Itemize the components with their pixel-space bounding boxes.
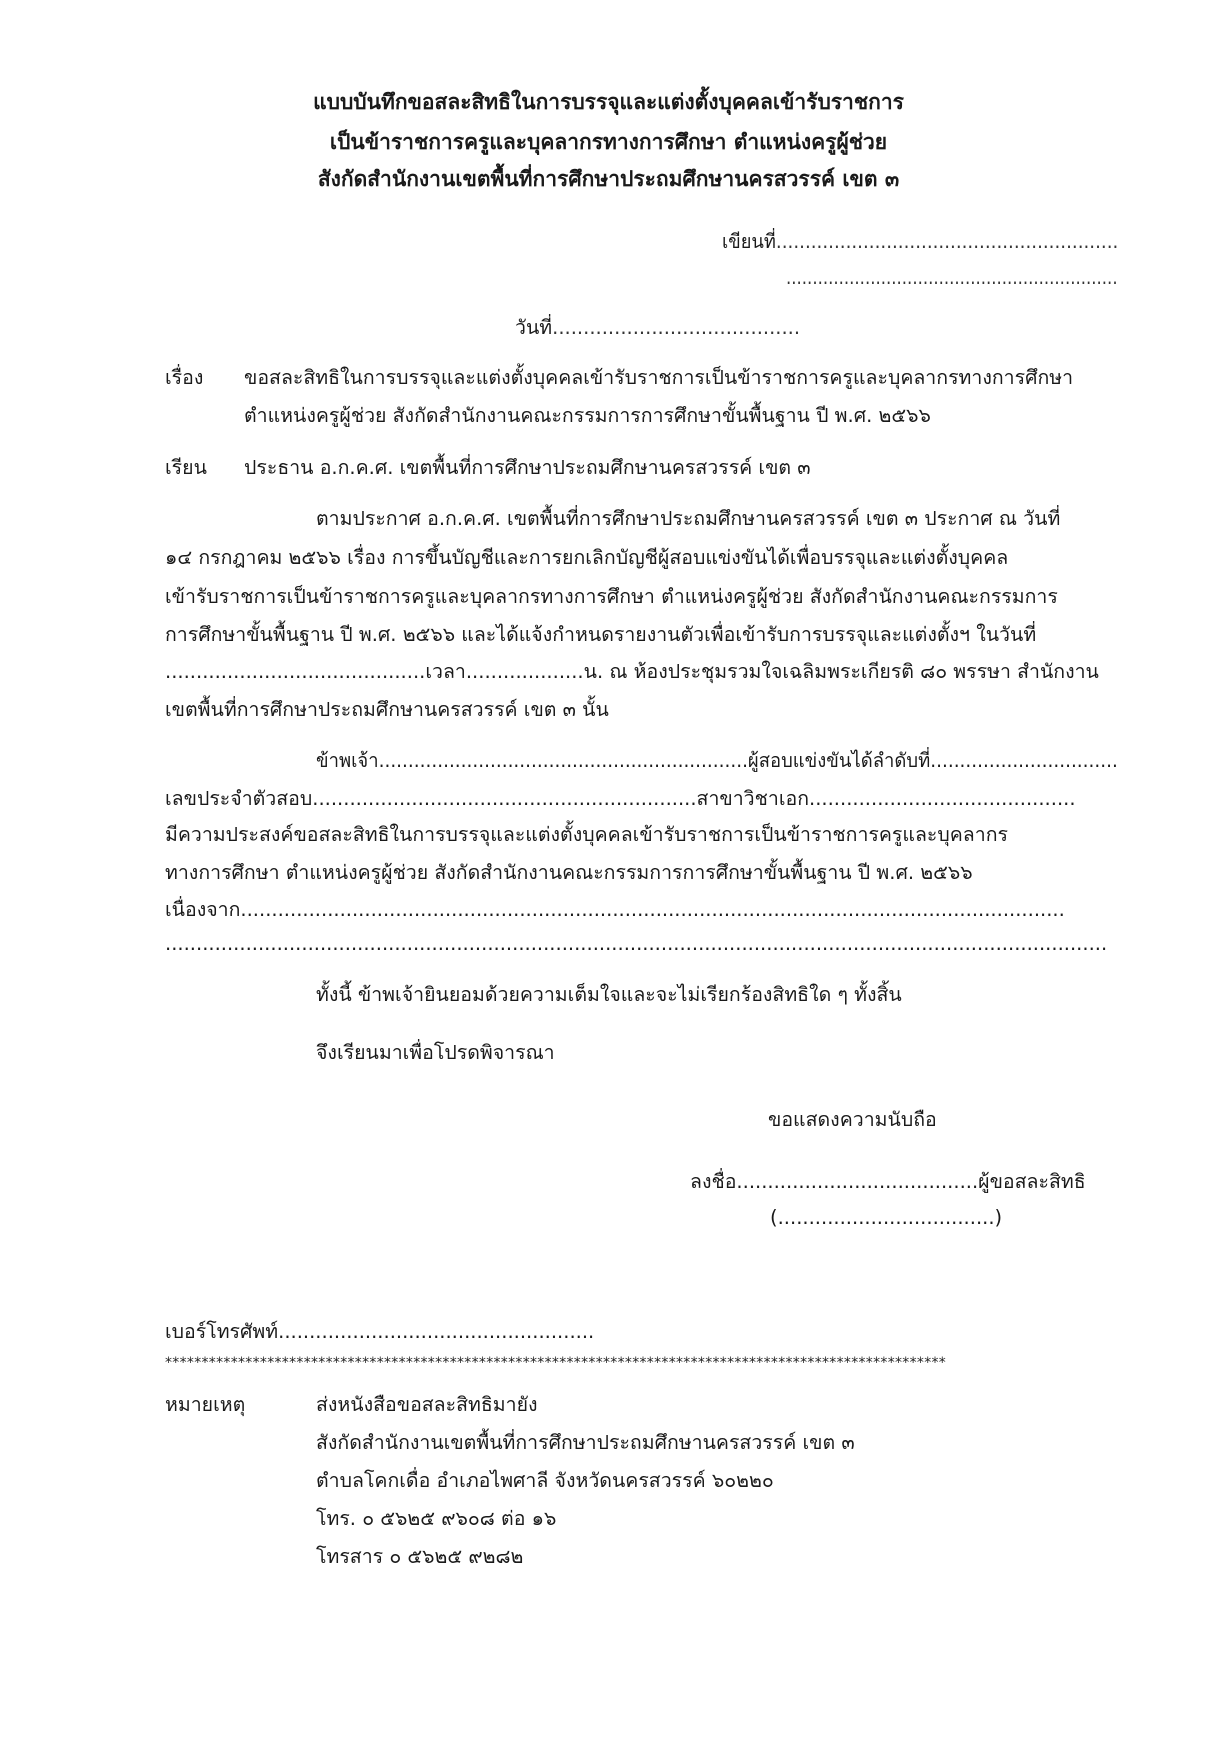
note-label: หมายเหตุ (165, 1393, 246, 1416)
para2-line-6: ........................................................................................................................................................ (165, 932, 1108, 955)
consent-text: ทั้งนี้ ข้าพเจ้ายินยอมด้วยความเต็มใจและจะไม่เรียกร้องสิทธิใด ๆ ทั้งสิ้น (316, 983, 902, 1006)
separator-stars: *********************************************************************************************************** (165, 1355, 947, 1371)
para2-line-2: เลขประจำตัวสอบ..............................................................สาขาวิชาเอก........................................... (165, 787, 1076, 810)
address-blank: ............................................................... (786, 266, 1118, 289)
subject-label: เรื่อง (165, 366, 204, 389)
written-at-blank: ........................................................... (775, 230, 1119, 253)
title-line-2: เป็นข้าราชการครูและบุคลากรทางการศึกษา ตำแหน่งครูผู้ช่วย (329, 130, 888, 154)
para1-line-3: เข้ารับราชการเป็นข้าราชการครูและบุคลากรทางการศึกษา ตำแหน่งครูผู้ช่วย สังกัดสำนักงานคณะกรรมการ (165, 585, 1058, 608)
para1-line-5: ..........................................เวลา...................น. ณ ห้องประชุมรวมใจเฉลิมพระเกียรติ ๘๐ พรรษา สำนักงาน (165, 660, 1099, 683)
para2-line-3: มีความประสงค์ขอสละสิทธิในการบรรจุและแต่งตั้งบุคคลเข้ารับราชการเป็นข้าราชการครูและบุคลากร (165, 823, 1008, 846)
date-label: วันที่ (515, 316, 553, 339)
recipient-text: ประธาน อ.ก.ค.ศ. เขตพื้นที่การศึกษาประถมศึกษานครสวรรค์ เขต ๓ (244, 456, 811, 479)
note-line-4: โทร. ๐ ๕๖๒๕ ๙๖๐๘ ต่อ ๑๖ (316, 1507, 557, 1530)
regards-text: ขอแสดงความนับถือ (768, 1108, 937, 1131)
para1-line-6: เขตพื้นที่การศึกษาประถมศึกษานครสวรรค์ เขต ๓ นั้น (165, 698, 609, 721)
para1-line-4: การศึกษาขั้นพื้นฐาน ปี พ.ศ. ๒๕๖๖ และได้แจ้งกำหนดรายงานตัวเพื่อเข้ารับการบรรจุและแต่งตั้งฯ ในวันที่ (165, 623, 1037, 646)
para1-line-2: ๑๔ กรกฎาคม ๒๕๖๖ เรื่อง การขึ้นบัญชีและการยกเลิกบัญชีผู้สอบแข่งขันได้เพื่อบรรจุและแต่งตั้งบุคคล (165, 546, 1009, 569)
written-at-label: เขียนที่ (722, 230, 776, 253)
para2-line-1: ข้าพเจ้า...............................................................ผู้สอบแข่งขันได้ลำดับที่................................ (316, 749, 1118, 772)
note-line-3: ตำบลโคกเดื่อ อำเภอไพศาลี จังหวัดนครสวรรค์ ๖๐๒๒๐ (316, 1469, 774, 1492)
recipient-label: เรียน (165, 456, 207, 479)
phone-line: เบอร์โทรศัพท์................................................... (165, 1320, 595, 1343)
date-field (515, 312, 800, 343)
note-line-1: ส่งหนังสือขอสละสิทธิมายัง (316, 1393, 538, 1416)
note-line-2: สังกัดสำนักงานเขตพื้นที่การศึกษาประถมศึกษานครสวรรค์ เขต ๓ (316, 1431, 855, 1454)
signature-name-line: (...................................) (770, 1206, 1003, 1229)
subject-line-1: ขอสละสิทธิในการบรรจุและแต่งตั้งบุคคลเข้ารับราชการเป็นข้าราชการครูและบุคลากรทางการศึกษา (244, 366, 1074, 389)
para1-line-1: ตามประกาศ อ.ก.ค.ศ. เขตพื้นที่การศึกษาประถมศึกษานครสวรรค์ เขต ๓ ประกาศ ณ วันที่ (316, 507, 1061, 530)
para2-line-4: ทางการศึกษา ตำแหน่งครูผู้ช่วย สังกัดสำนักงานคณะกรรมการการศึกษาขั้นพื้นฐาน ปี พ.ศ. ๒๕๖๖ (165, 861, 973, 884)
subject-line-2: ตำแหน่งครูผู้ช่วย สังกัดสำนักงานคณะกรรมการการศึกษาขั้นพื้นฐาน ปี พ.ศ. ๒๕๖๖ (244, 404, 931, 427)
title-line-1: แบบบันทึกขอสละสิทธิในการบรรจุและแต่งตั้งบุคคลเข้ารับราชการ (313, 90, 904, 114)
written-at (722, 226, 1118, 257)
request-text: จึงเรียนมาเพื่อโปรดพิจารณา (316, 1041, 555, 1064)
date-blank: ........................................ (552, 316, 801, 339)
title-line-3: สังกัดสำนักงานเขตพื้นที่การศึกษาประถมศึกษานครสวรรค์ เขต ๓ (317, 167, 900, 191)
signature-line: ลงชื่อ.......................................ผู้ขอสละสิทธิ (690, 1170, 1086, 1193)
note-line-5: โทรสาร ๐ ๕๖๒๕ ๙๒๘๒ (316, 1545, 524, 1568)
para2-line-5: เนื่องจาก..................................................................................................................................... (165, 898, 1065, 921)
